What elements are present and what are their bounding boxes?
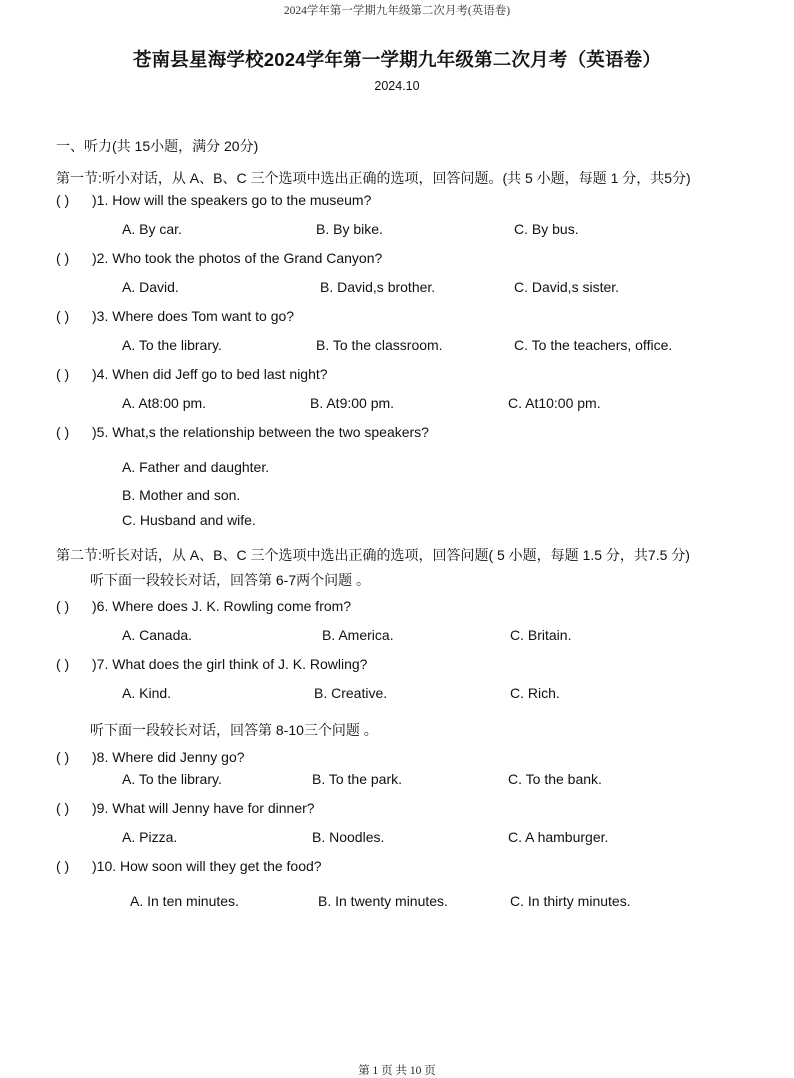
option-a: A. In ten minutes. xyxy=(130,893,239,909)
dialogue-instructions: 听下面一段较长对话，回答第 6-7两个问题 。 xyxy=(90,572,371,588)
answer-blank: ( ) xyxy=(56,250,70,266)
question-stem: )6. Where does J. K. Rowling come from? xyxy=(92,598,352,614)
option-c: C. A hamburger. xyxy=(508,829,609,845)
dialogue-instructions: 听下面一段较长对话，回答第 8-10三个问题 。 xyxy=(90,722,378,738)
question-stem: )7. What does the girl think of J. K. Rowling? xyxy=(92,656,368,672)
answer-blank: ( ) xyxy=(56,858,70,874)
question-stem: )3. Where does Tom want to go? xyxy=(92,308,295,324)
option-c: C. In thirty minutes. xyxy=(510,893,631,909)
part-heading: 一、听力(共 15小题，满分 20分) xyxy=(56,138,259,154)
page-title: 苍南县星海学校2024学年第一学期九年级第二次月考（英语卷） xyxy=(132,49,662,70)
option-a: A. By car. xyxy=(122,221,182,237)
option-a: A. Kind. xyxy=(122,685,172,701)
question-stem: )9. What will Jenny have for dinner? xyxy=(92,800,315,816)
page-footer: 第 1 页 共 10 页 xyxy=(358,1065,436,1077)
answer-blank: ( ) xyxy=(56,656,70,672)
answer-blank: ( ) xyxy=(56,800,70,816)
option-b: B. In twenty minutes. xyxy=(318,893,448,909)
question-stem: )5. What,s the relationship between the two speakers? xyxy=(92,424,429,440)
option-b: B. America. xyxy=(322,627,394,643)
running-header: 2024学年第一学期九年级第二次月考(英语卷) xyxy=(283,5,511,17)
option-a: A. To the library. xyxy=(122,337,222,353)
option-a: A. Pizza. xyxy=(122,829,178,845)
option-a: A. David. xyxy=(122,279,179,295)
option-b: B. Noodles. xyxy=(312,829,385,845)
answer-blank: ( ) xyxy=(56,598,70,614)
answer-blank: ( ) xyxy=(56,308,70,324)
option-c: C. David,s sister. xyxy=(514,279,620,295)
option-a: A. To the library. xyxy=(122,771,222,787)
exam-date: 2024.10 xyxy=(374,79,420,93)
answer-blank: ( ) xyxy=(56,749,70,765)
option-c: C. To the bank. xyxy=(508,771,602,787)
answer-blank: ( ) xyxy=(56,192,70,208)
option-a: A. At8:00 pm. xyxy=(122,395,207,411)
option-c: C. Britain. xyxy=(510,627,572,643)
answer-blank: ( ) xyxy=(56,424,70,440)
question-stem: )10. How soon will they get the food? xyxy=(92,858,322,874)
question-stem: )2. Who took the photos of the Grand Canyon? xyxy=(92,250,383,266)
option-c: C. Husband and wife. xyxy=(122,512,256,528)
question-stem: )4. When did Jeff go to bed last night? xyxy=(92,366,328,382)
option-c: C. To the teachers, office. xyxy=(514,337,673,353)
option-b: B. David,s brother. xyxy=(320,279,436,295)
option-c: C. Rich. xyxy=(510,685,560,701)
option-a: A. Canada. xyxy=(122,627,193,643)
option-b: B. By bike. xyxy=(316,221,383,237)
question-stem: )8. Where did Jenny go? xyxy=(92,749,245,765)
section-1-instructions: 第一节:听小对话，从 A、B、C 三个选项中选出正确的选项，回答问题。(共 5 小题，每题 1 分，共5分) xyxy=(56,170,691,186)
section-2-instructions: 第二节:听长对话，从 A、B、C 三个选项中选出正确的选项，回答问题( 5 小题，每题 1.5 分，共7.5 分) xyxy=(56,547,690,563)
option-b: B. Creative. xyxy=(314,685,388,701)
option-c: C. By bus. xyxy=(514,221,579,237)
option-a: A. Father and daughter. xyxy=(122,459,270,475)
option-b: B. Mother and son. xyxy=(122,487,241,503)
option-b: B. At9:00 pm. xyxy=(310,395,395,411)
answer-blank: ( ) xyxy=(56,366,70,382)
question-stem: )1. How will the speakers go to the museum? xyxy=(92,192,372,208)
option-b: B. To the park. xyxy=(312,771,403,787)
option-c: C. At10:00 pm. xyxy=(508,395,601,411)
option-b: B. To the classroom. xyxy=(316,337,443,353)
